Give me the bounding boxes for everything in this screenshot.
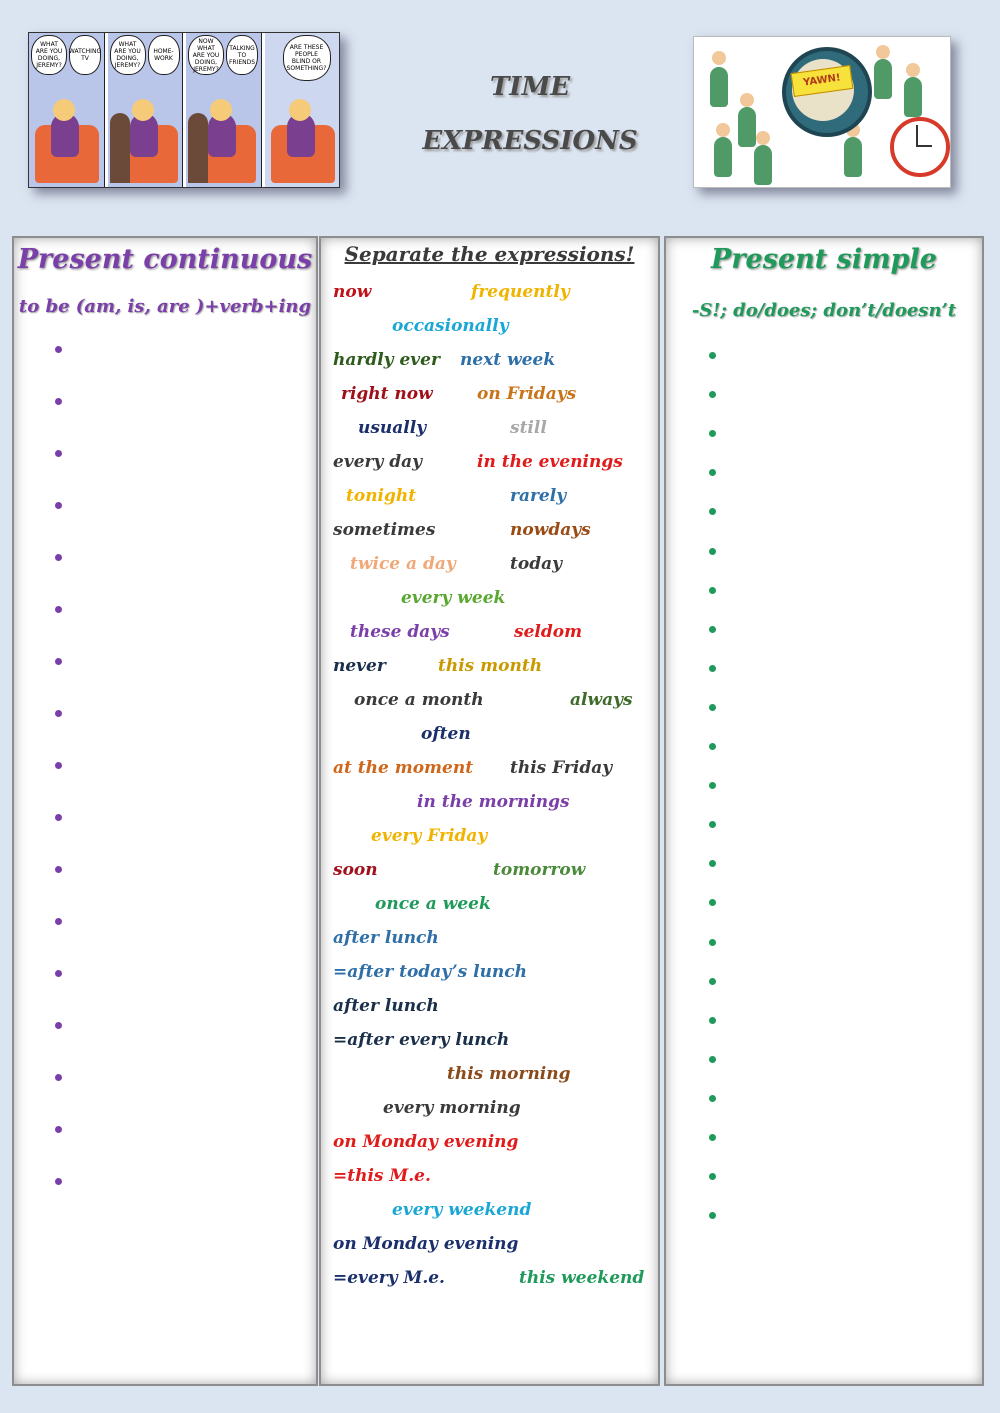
time-expression[interactable]: in the mornings <box>417 792 570 812</box>
bullet-point <box>55 866 62 873</box>
bullet-point <box>709 1134 716 1141</box>
bullet-point <box>709 1056 716 1063</box>
bullet-point <box>55 1178 62 1185</box>
time-expression[interactable]: tomorrow <box>493 860 586 880</box>
time-expression[interactable]: frequently <box>471 282 570 302</box>
person-figure <box>874 59 892 99</box>
bullet-point <box>709 743 716 750</box>
person-figure <box>754 145 772 185</box>
present-continuous-title: Present continuous <box>17 244 313 275</box>
present-simple-column <box>664 236 984 1386</box>
time-expression[interactable]: on Monday evening <box>333 1234 519 1254</box>
time-expression[interactable]: =this M.e. <box>333 1166 431 1186</box>
bullet-point <box>709 587 716 594</box>
time-expression[interactable]: these days <box>350 622 450 642</box>
bullet-point <box>709 469 716 476</box>
bullet-point <box>709 939 716 946</box>
time-expression[interactable]: always <box>570 690 633 710</box>
comic-panel-4 <box>265 33 340 187</box>
bullet-point <box>709 782 716 789</box>
person-head <box>740 93 754 107</box>
bullet-point <box>55 970 62 977</box>
comic-panel-2 <box>108 33 184 187</box>
bullet-point <box>55 658 62 665</box>
comic-panel-3 <box>186 33 262 187</box>
speech-bubble: TALKING TO FRIENDS <box>226 35 258 75</box>
yawn-label: YAWN! <box>791 65 854 97</box>
time-expression[interactable]: at the moment <box>333 758 474 778</box>
bullet-point <box>55 710 62 717</box>
time-expression[interactable]: once a week <box>375 894 491 914</box>
person-head <box>876 45 890 59</box>
speech-bubble: WHAT ARE YOU DOING, JEREMY? <box>110 35 146 75</box>
girl-head <box>53 99 75 121</box>
person-head <box>716 123 730 137</box>
time-expression[interactable]: usually <box>358 418 427 438</box>
person-head <box>712 51 726 65</box>
time-expression[interactable]: today <box>510 554 562 574</box>
bullet-point <box>55 502 62 509</box>
time-expression[interactable]: next week <box>460 350 556 370</box>
present-continuous-column <box>12 236 318 1386</box>
bullet-point <box>55 762 62 769</box>
bullet-point <box>55 606 62 613</box>
bullet-point <box>709 704 716 711</box>
bullet-point <box>55 450 62 457</box>
time-expression[interactable]: every week <box>401 588 506 608</box>
bullet-point <box>709 665 716 672</box>
speech-bubble: HOME-WORK <box>148 35 180 75</box>
time-expression[interactable]: this month <box>438 656 543 676</box>
time-expression[interactable]: in the evenings <box>477 452 623 472</box>
person-figure <box>714 137 732 177</box>
boy-figure <box>110 113 130 183</box>
time-expression[interactable]: often <box>421 724 471 744</box>
time-expression[interactable]: on Fridays <box>477 384 577 404</box>
bullet-point <box>55 346 62 353</box>
bullet-point <box>709 978 716 985</box>
time-expression[interactable]: =after today’s lunch <box>333 962 528 982</box>
expressions-title: Separate the expressions! <box>344 242 635 266</box>
girl-head <box>132 99 154 121</box>
girl-head <box>289 99 311 121</box>
time-expression[interactable]: tonight <box>346 486 417 506</box>
bullet-point <box>709 352 716 359</box>
person-head <box>906 63 920 77</box>
time-expression[interactable]: twice a day <box>350 554 456 574</box>
time-expression[interactable]: once a month <box>354 690 484 710</box>
bullet-point <box>709 508 716 515</box>
time-expression[interactable]: still <box>510 418 547 438</box>
time-expression[interactable]: every morning <box>383 1098 521 1118</box>
bullet-point <box>709 430 716 437</box>
bullet-point <box>55 814 62 821</box>
bullet-point <box>55 398 62 405</box>
boy-figure <box>188 113 208 183</box>
time-expression[interactable]: =every M.e. <box>333 1268 445 1288</box>
bullet-point <box>709 1095 716 1102</box>
time-expression[interactable]: after lunch <box>333 996 439 1016</box>
bullet-point <box>709 548 716 555</box>
person-figure <box>710 67 728 107</box>
comic-strip-image <box>28 32 340 188</box>
person-head <box>756 131 770 145</box>
time-expression[interactable]: =after every lunch <box>333 1030 510 1050</box>
bullet-point <box>709 821 716 828</box>
thought-bubble: ARE THESE PEOPLE BLIND OR SOMETHING? <box>283 35 331 81</box>
time-expression[interactable]: occasionally <box>392 316 509 336</box>
time-expression[interactable]: now <box>333 282 372 302</box>
page-title-line-1: TIME <box>489 72 571 102</box>
bullet-point <box>55 1126 62 1133</box>
time-expression[interactable]: this weekend <box>519 1268 645 1288</box>
time-expression[interactable]: every Friday <box>371 826 488 846</box>
speech-bubble: WATCHING TV <box>69 35 101 75</box>
person-figure <box>904 77 922 117</box>
bullet-point <box>709 626 716 633</box>
time-expression[interactable]: sometimes <box>333 520 436 540</box>
comic-panel-1 <box>29 33 105 187</box>
bullet-point <box>709 1212 716 1219</box>
person-figure <box>844 137 862 177</box>
bullet-point <box>55 918 62 925</box>
bullet-point <box>55 1022 62 1029</box>
clock-icon <box>890 117 950 177</box>
bullet-point <box>55 554 62 561</box>
present-simple-rule: -S!; do/does; don’t/doesn’t <box>691 300 957 321</box>
expressions-column <box>319 236 660 1386</box>
bullet-point <box>709 391 716 398</box>
time-expression[interactable]: hardly ever <box>333 350 440 370</box>
girl-head <box>210 99 232 121</box>
time-expression[interactable]: this Friday <box>510 758 613 778</box>
person-figure <box>738 107 756 147</box>
speech-bubble: NOW WHAT ARE YOU DOING, JEREMY? <box>188 35 224 75</box>
present-simple-title: Present simple <box>711 244 937 275</box>
time-expression[interactable]: every day <box>333 452 423 472</box>
bullet-point <box>709 860 716 867</box>
time-expression[interactable]: on Monday evening <box>333 1132 519 1152</box>
bullet-point <box>55 1074 62 1081</box>
time-expression[interactable]: every weekend <box>392 1200 532 1220</box>
yawn-illustration-image <box>693 36 951 188</box>
time-expression[interactable]: never <box>333 656 386 676</box>
time-expression[interactable]: soon <box>333 860 378 880</box>
clock-hand <box>916 125 918 147</box>
time-expression[interactable]: this morning <box>447 1064 571 1084</box>
time-expression[interactable]: nowdays <box>510 520 591 540</box>
bullet-point <box>709 899 716 906</box>
bullet-point <box>709 1173 716 1180</box>
present-continuous-rule: to be (am, is, are )+verb+ing <box>18 296 312 317</box>
time-expression[interactable]: right now <box>341 384 433 404</box>
time-expression[interactable]: seldom <box>514 622 583 642</box>
bullet-point <box>709 1017 716 1024</box>
speech-bubble: WHAT ARE YOU DOING, JEREMY? <box>31 35 67 75</box>
clock-hand <box>916 145 932 147</box>
time-expression[interactable]: after lunch <box>333 928 439 948</box>
time-expression[interactable]: rarely <box>510 486 567 506</box>
page-title-line-2: EXPRESSIONS <box>422 126 638 156</box>
